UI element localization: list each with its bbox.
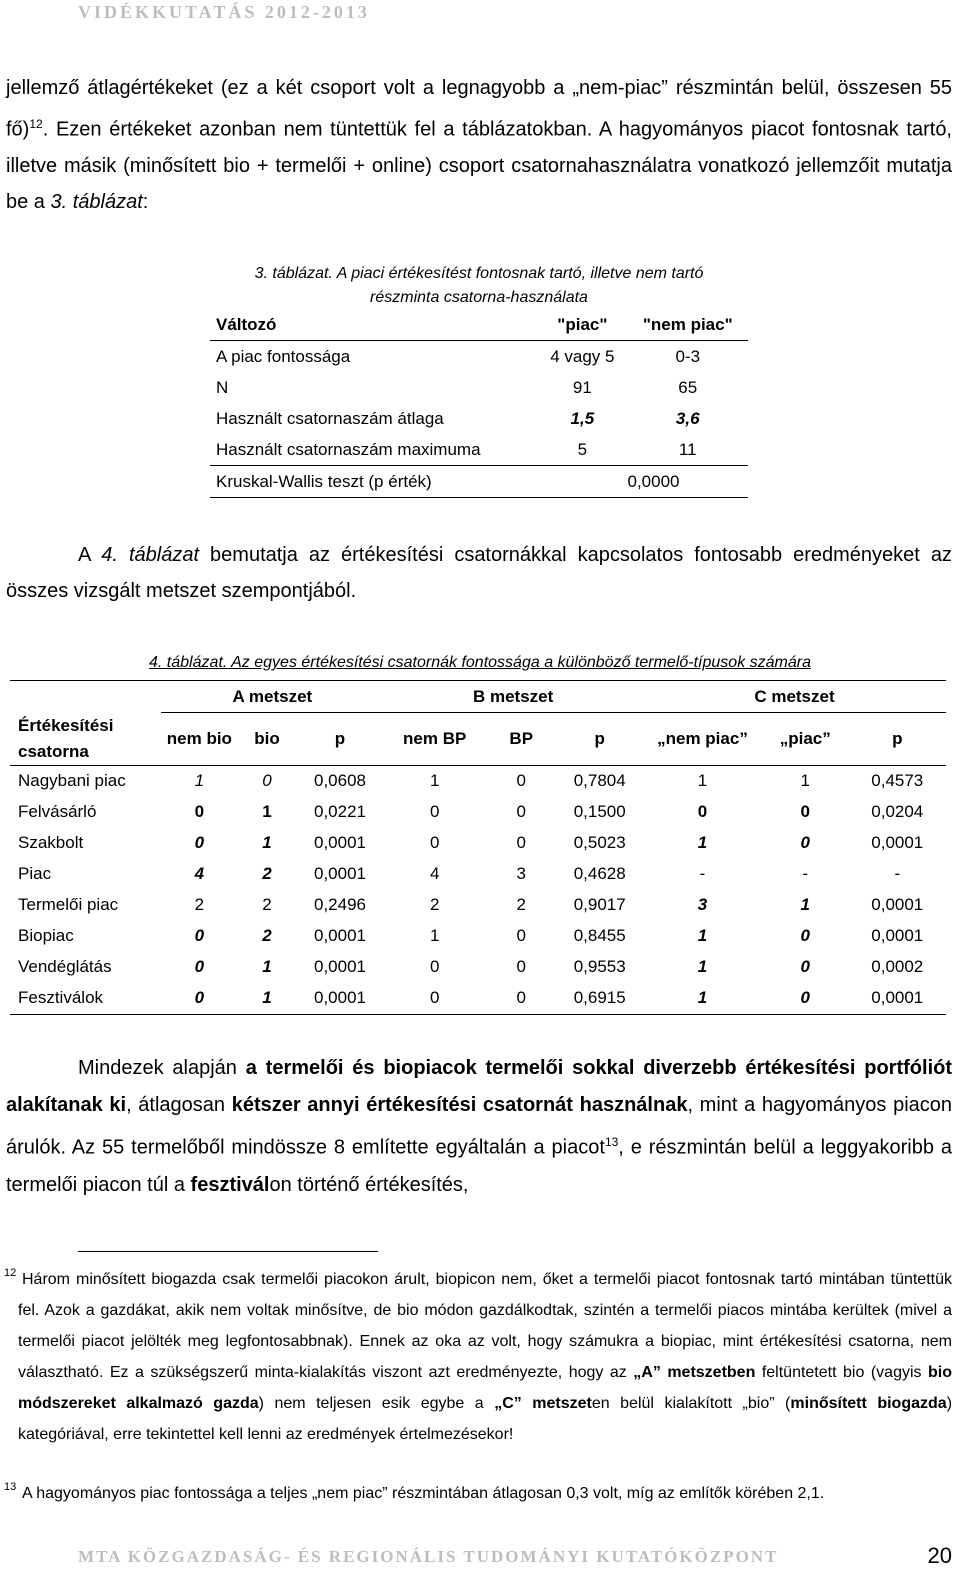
table-cell: 0,8455 [573,926,626,945]
table-cell: 0,0001 [871,926,924,945]
table-cell: 0,1500 [573,802,626,821]
table-row [10,952,946,983]
table-cell: 0,0204 [871,802,924,821]
table-cell: 0 [762,983,849,1015]
table-cell: 2 [429,895,440,914]
table3 [210,310,748,498]
table-cell: 0,0221 [314,802,366,821]
table-cell: 0,5023 [573,833,626,852]
table-row [10,859,946,890]
table-cell: 0 [800,926,810,945]
running-footer: MTA KÖZGAZDASÁG- ÉS REGIONÁLIS TUDOMÁNYI KUTATÓKÖZPONT [78,1547,779,1566]
table-cell: - [699,864,706,883]
table-cell: 1 [697,957,708,976]
channel-name: Vendéglátás [18,957,112,976]
table4-header-row: Értékesítési csatorna nem bio bio p nem BP BP p „nem piac” „piac” p [10,713,946,766]
channel-name: Szakbolt [18,833,84,852]
table-cell: 0 [194,833,205,852]
page-number: 20 [927,1543,952,1568]
paragraph-conclusion: Mindezek alapján a termelői és biopiacok termelői sokkal diverzebb értékesítési portfóliót alakítanak ki, átlagosan kétszer annyi értékesítési csatornát használnak, mint a hagyományos piacon árulók. Az 55 termelőből mindössze 8 említette egyáltalán a piacot$^{13}$, e részmintán belül a leggyakoribb a termelői piacon túl a fesztiválon történő értékesítés, [6,1057,953,1196]
table-cell: 1 [237,983,297,1015]
table-cell: 2 [262,864,272,883]
table-cell: 4 [194,864,205,883]
table-cell: 4 [429,864,440,883]
footnote-ref-13[interactable]: 13 [604,1135,619,1149]
table-cell: 0,0608 [314,771,366,790]
table-cell: 0 [516,833,526,852]
table-cell: 0 [194,957,205,976]
table-row [10,797,946,828]
table-cell: - [802,864,809,883]
channel-name: Biopiac [18,926,74,945]
table3-caption: 3. táblázat. A piaci értékesítést fontosnak tartó, illetve nem tartó részminta csatorna-használata [254,265,704,306]
table-cell: 2 [262,895,272,914]
table-cell: 0,2496 [314,895,366,914]
table3-header-row [210,310,748,341]
table-cell: 3 [697,895,708,914]
channel-name: Nagybani piac [18,771,126,790]
table-cell: - [894,864,901,883]
table-cell: 0 [697,802,708,821]
table-row: Használt csatornaszám átlaga 1,5 3,6 [216,408,700,428]
table-row-kw: Kruskal-Wallis teszt (p érték) 0,0000 [210,466,748,498]
table-cell: 3 [516,864,526,883]
table-cell: 0,4573 [871,771,924,790]
table-cell: 0,6915 [556,983,643,1015]
table4-section: A metszet [161,681,383,713]
table4-body [10,765,946,1014]
table-row [10,890,946,921]
table4-row-header: Értékesítési csatorna [10,713,161,766]
table4-section: B metszet [383,681,643,713]
table-ref: 3. táblázat [50,190,143,213]
table4-caption: 4. táblázat. Az egyes értékesítési csatornák fontossága a különböző termelő-típusok számára [149,654,811,671]
footnote-ref-12[interactable]: 12 [29,117,43,131]
table3-header: Változó [210,310,537,341]
table-cell: 0,0001 [871,833,924,852]
table-cell: 1 [800,771,810,790]
table-cell: 0 [516,771,526,790]
channel-name: Fesztiválok [10,983,161,1015]
table-cell: 0 [516,802,526,821]
table-cell: 0 [262,771,272,790]
table-cell: 1 [194,771,205,790]
table-cell: 2 [262,926,272,945]
table4 [10,680,946,1015]
footnote-separator [78,1251,378,1252]
table-cell: 0,7804 [573,771,626,790]
table-cell: 0 [429,833,440,852]
table-cell: 0 [429,957,440,976]
table-cell: 0,0001 [314,926,366,945]
table-cell: 0,0001 [849,983,946,1015]
table-cell: 0,4628 [573,864,626,883]
table-cell: 1 [643,983,762,1015]
table-cell: 0 [161,983,237,1015]
table-cell: 0,0001 [871,895,924,914]
running-header: VIDÉKKUTATÁS 2012-2013 [78,2,370,22]
table-cell: 1 [697,926,708,945]
table-cell: 1 [429,771,440,790]
footnote-12: 12 Három minősített biogazda csak termelői piacokon árult, biopicon nem, őket a termelői piacot fontosnak tartó mintában tüntettük fel. Azok a gazdákat, akik nem voltak minősítve, de bio módon gazdálkodtak, szintén a termelői piacos mintába kerültek (mivel a termelői piacot jelölték meg legfontosabbnak). Ennek az oka az volt, hogy számukra a biopiac, mint értékesítési csatorna, nem választható. Ez a szükségszerű minta-kialakítás viszont azt eredményezte, hogy az „A” metszetben feltüntetett bio (vagyis bio módszereket alkalmazó gazda) nem teljesen esik egybe a „C” metszeten belül kialakított „bio” (minősített biogazda) kategóriával, erre tekintettel kell lenni az eredmények értelmezésekor! [4,1267,953,1443]
table-cell: 0,0002 [871,957,924,976]
table-cell: 0 [429,802,440,821]
table-cell: 0,9017 [573,895,626,914]
table-cell: 1 [800,895,810,914]
table3-header: "piac" [537,310,627,341]
table-row: N 91 65 [216,377,698,397]
table-cell: 0 [800,802,810,821]
table-cell: 1 [262,957,272,976]
table-cell: 1 [697,771,708,790]
table3-header: "nem piac" [627,310,748,341]
table-cell: 0 [800,957,810,976]
table-cell: 0,0001 [297,983,384,1015]
table-cell: 0 [194,802,205,821]
table-cell: 1 [429,926,440,945]
table-ref: 4. táblázat [101,544,200,566]
table-cell: 0 [383,983,486,1015]
table-cell: 0 [800,833,810,852]
table-cell: 0,0001 [314,864,366,883]
table-cell: 0 [194,926,205,945]
table-cell: 0 [516,926,526,945]
table-row: A piac fontossága 4 vagy 5 0-3 [216,346,701,366]
channel-name: Termelői piac [18,895,119,914]
paragraph-table4-intro: A 4. táblázat bemutatja az értékesítési csatornákkal kapcsolatos fontosabb eredményeket az összes vizsgált metszet szempontjából. [6,544,952,602]
table-cell: 1 [697,833,708,852]
table-cell: 1 [262,833,272,852]
table-cell: 2 [516,895,526,914]
table-cell: 0 [516,957,526,976]
table-row: Használt csatornaszám maximuma 5 11 [210,434,748,466]
channel-name: Felvásárló [18,802,97,821]
table-row [10,983,946,1015]
table-cell: 0,0001 [314,833,366,852]
table-cell: 1 [262,802,272,821]
footnote-13: 13 A hagyományos piac fontossága a teljes „nem piac” részmintában átlagosan 0,3 volt, míg az említők körében 2,1. [4,1481,825,1502]
paragraph-intro: jellemző átlagértékeket (ez a két csoport volt a legnagyobb a „nem-piac” részmintán belül, összesen 55 fő)$^{12}$. Ezen értékeket azonban nem tüntettük fel a táblázatokban. A hagyományos piacot fontosnak tartó, illetve másik (minősített bio + termelői + online) csoport csatornahasználatra vonatkozó jellemzőit mutatja be a 3. táblázat: [6,77,952,213]
table-cell: 2 [194,895,205,914]
table-cell: 0 [486,983,556,1015]
table4-section-row [10,681,946,713]
table-row [10,828,946,859]
table4-section: C metszet [643,681,946,713]
table-row [10,765,946,797]
table-cell: 0,9553 [573,957,626,976]
channel-name: Piac [18,864,52,883]
table-cell: 0,0001 [314,957,366,976]
table-row [10,921,946,952]
